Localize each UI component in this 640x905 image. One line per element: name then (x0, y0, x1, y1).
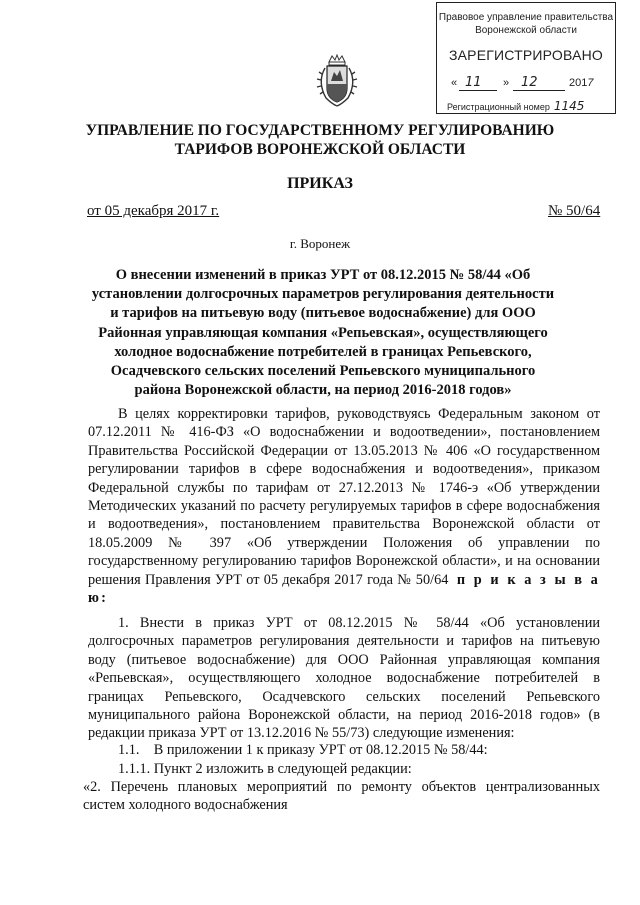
order-date: от 05 декабря 2017 г. (87, 203, 220, 219)
stamp-reg-value: 1145 (553, 99, 585, 113)
order-subject: О внесении изменений в приказ УРТ от 08.12.2015 № 58/44 «Об установлении долгосрочных параметров регулирования деятельности и тарифов на питьевую воду (питьевое водоснабжение) для ООО Районная управляющая компания «Репьевская», осуществляющего холодное водоснабжение потребителей в границах Репьевского, Осадчевского сельских поселений Репьевского муниципального района Воронежской области, на период 2016-2018 годов» (91, 267, 555, 399)
item-1-1: 1.1. В приложении 1 к приказу УРТ от 08.12.2015 № 58/44: (118, 742, 488, 758)
quoted-item-2: «2. Перечень плановых мероприятий по ремонту объектов централизованных систем холодного водоснабжения (83, 779, 600, 814)
stamp-year: 2017 (569, 77, 594, 89)
preamble-paragraph (88, 405, 600, 607)
item-1-1-1: 1.1.1. Пункт 2 изложить в следующей редакции: (118, 761, 412, 777)
stamp-registration-number (447, 99, 584, 113)
agency-name-line1: УПРАВЛЕНИЕ ПО ГОСУДАРСТВЕННОМУ РЕГУЛИРОВАНИЮ (85, 122, 555, 139)
stamp-day: 11 (465, 75, 482, 90)
voronezh-coat-of-arms-icon (314, 54, 360, 108)
stamp-organization (437, 11, 615, 37)
order-number: № 50/64 (548, 203, 601, 219)
stamp-status: ЗАРЕГИСТРИРОВАНО (448, 47, 604, 63)
preamble-text: В целях корректировки тарифов, руководствуясь Федеральным законом от 07.12.2011 № 416-ФЗ «О водоснабжении и водоотведении», постановлением Правительства Российской Федерации от 13.05.2013 № 406 «О государственном регулировании тарифов в сфере водоснабжения и водоотведения», приказом Федеральной службы по тарифам от 27.12.2013 № 1746-э «Об утверждении Методических указаний по расчету регулируемых тарифов в сфере водоснабжения и водоотведения», постановлением правительства Воронежской области от 18.05.2009 № 397 «Об утверждении Положения об управлении по государственному регулированию тарифов Воронежской области», и на основании решения Правления УРТ от 05 декабря 2017 года № 50/64 (88, 406, 600, 588)
stamp-reg-label: Регистрационный номер (447, 102, 550, 112)
item-1: 1. Внести в приказ УРТ от 08.12.2015 № 58/44 «Об установлении долгосрочных параметров регулирования деятельности и тарифов на питьевую воду (питьевое водоснабжение) для ООО Районная управляющая компания «Репьевская», осуществляющего холодное водоснабжение потребителей в границах Репьевского, Осадчевского сельских поселений Репьевского муниципального района Воронежской области, на период 2016-2018 годов» (в редакции приказа УРТ от 13.12.2016 № 55/73) следующие изменения: (88, 615, 600, 742)
stamp-org-line1: Правовое управление правительства (438, 12, 614, 23)
stamp-month: 12 (521, 75, 538, 90)
agency-name-line2: ТАРИФОВ ВОРОНЕЖСКОЙ ОБЛАСТИ (174, 141, 466, 158)
stamp-org-line2: Воронежской области (475, 25, 577, 36)
document-type: ПРИКАЗ (287, 175, 353, 192)
stamp-date: « 11 » 12 2017 (451, 75, 594, 90)
order-directive: п р и к а з ы в а ю: (88, 571, 600, 607)
city: г. Воронеж (289, 236, 351, 251)
registration-stamp (436, 2, 616, 114)
